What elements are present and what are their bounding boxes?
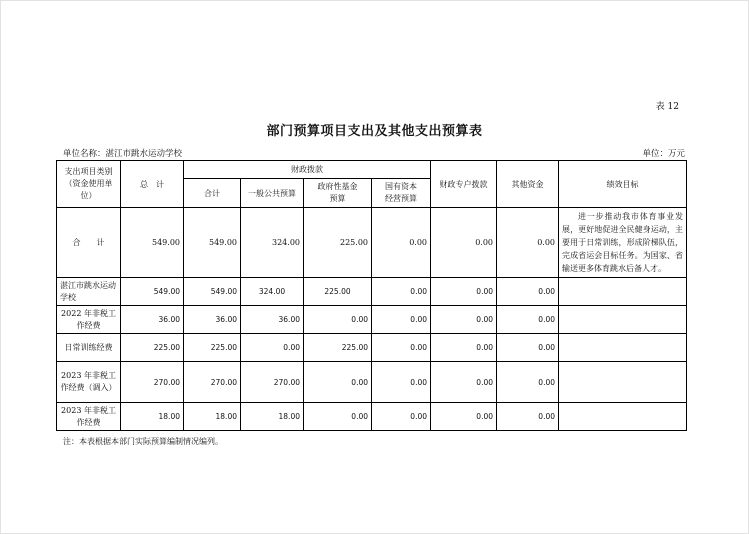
cell-total: 18.00 xyxy=(121,403,184,431)
cell-subtotal: 549.00 xyxy=(184,278,241,306)
cell-gov-fund: 225.00 xyxy=(304,278,372,306)
header-category: 支出项目类别（资金使用单位） xyxy=(57,161,121,208)
header-gov-fund: 政府性基金预算 xyxy=(304,179,372,208)
row-name: 2023 年非税工作经费（调入） xyxy=(57,362,121,403)
table-number: 表 12 xyxy=(655,102,679,112)
cell-gov-fund: 225.00 xyxy=(304,334,372,362)
footnote: 注：本表根据本部门实际预算编制情况编列。 xyxy=(63,437,223,446)
cell-goal-empty xyxy=(559,334,687,362)
goal-text: 进一步推动我市体育事业发展，更好地促进全民健身运动，主要用于日常训练，形成阶梯队伍，完成省运会目标任务。为国家、省输送更多体育跳水后备人才。 xyxy=(562,212,683,273)
cell-state: 0.00 xyxy=(372,278,431,306)
header-subtotal: 合计 xyxy=(184,179,241,208)
header-total: 总 计 xyxy=(121,161,184,208)
page-title: 部门预算项目支出及其他支出预算表 xyxy=(266,124,483,139)
header-special-fund: 财政专户拨款 xyxy=(431,161,497,208)
cell-total: 549.00 xyxy=(121,278,184,306)
cell-general: 36.00 xyxy=(241,306,304,334)
cell-total: 36.00 xyxy=(121,306,184,334)
row-name: 合 计 xyxy=(57,208,121,278)
cell-gov-fund: 0.00 xyxy=(304,403,372,431)
table-row xyxy=(57,306,687,334)
cell-state: 0.00 xyxy=(372,306,431,334)
cell-general: 0.00 xyxy=(241,334,304,362)
cell-other: 0.00 xyxy=(497,306,559,334)
row-name: 日常训练经费 xyxy=(57,334,121,362)
cell-state: 0.00 xyxy=(372,334,431,362)
cell-other: 0.00 xyxy=(497,334,559,362)
cell-general: 324.00 xyxy=(241,208,304,278)
unit-label: 单位：万元 xyxy=(642,149,685,159)
cell-general: 18.00 xyxy=(241,403,304,431)
table-row xyxy=(57,278,687,306)
cell-other: 0.00 xyxy=(497,403,559,431)
header-fiscal-group: 财政拨款 xyxy=(184,161,431,179)
cell-subtotal: 549.00 xyxy=(184,208,241,278)
cell-general: 270.00 xyxy=(241,362,304,403)
cell-subtotal: 270.00 xyxy=(184,362,241,403)
cell-gov-fund: 225.00 xyxy=(304,208,372,278)
unit-name-label: 单位名称：湛江市跳水运动学校 xyxy=(63,149,183,159)
table-row xyxy=(57,403,687,431)
row-name: 2023 年非税工作经费 xyxy=(57,403,121,431)
header-state-capital: 国有资本经营预算 xyxy=(372,179,431,208)
cell-state: 0.00 xyxy=(372,208,431,278)
cell-other: 0.00 xyxy=(497,208,559,278)
cell-goal xyxy=(559,208,687,278)
header-other-fund: 其他资金 xyxy=(497,161,559,208)
budget-table xyxy=(56,160,687,431)
header-row-1 xyxy=(57,161,687,179)
header-goal: 绩效目标 xyxy=(559,161,687,208)
cell-special: 0.00 xyxy=(431,403,497,431)
cell-subtotal: 225.00 xyxy=(184,334,241,362)
cell-state: 0.00 xyxy=(372,403,431,431)
row-name: 湛江市跳水运动学校 xyxy=(57,278,121,306)
row-name: 2022 年非税工作经费 xyxy=(57,306,121,334)
cell-goal-empty xyxy=(559,362,687,403)
cell-goal-empty xyxy=(559,403,687,431)
cell-gov-fund: 0.00 xyxy=(304,362,372,403)
cell-total: 549.00 xyxy=(121,208,184,278)
cell-state: 0.00 xyxy=(372,362,431,403)
table-row xyxy=(57,362,687,403)
cell-general: 324.00 xyxy=(241,278,304,306)
header-general-budget: 一般公共预算 xyxy=(241,179,304,208)
cell-total: 225.00 xyxy=(121,334,184,362)
table-row xyxy=(57,208,687,278)
cell-special: 0.00 xyxy=(431,334,497,362)
cell-goal-empty xyxy=(559,306,687,334)
cell-special: 0.00 xyxy=(431,306,497,334)
cell-special: 0.00 xyxy=(431,362,497,403)
cell-subtotal: 18.00 xyxy=(184,403,241,431)
cell-gov-fund: 0.00 xyxy=(304,306,372,334)
cell-other: 0.00 xyxy=(497,362,559,403)
cell-total: 270.00 xyxy=(121,362,184,403)
cell-special: 0.00 xyxy=(431,278,497,306)
cell-subtotal: 36.00 xyxy=(184,306,241,334)
cell-special: 0.00 xyxy=(431,208,497,278)
cell-goal-empty xyxy=(559,278,687,306)
cell-other: 0.00 xyxy=(497,278,559,306)
table-row xyxy=(57,334,687,362)
